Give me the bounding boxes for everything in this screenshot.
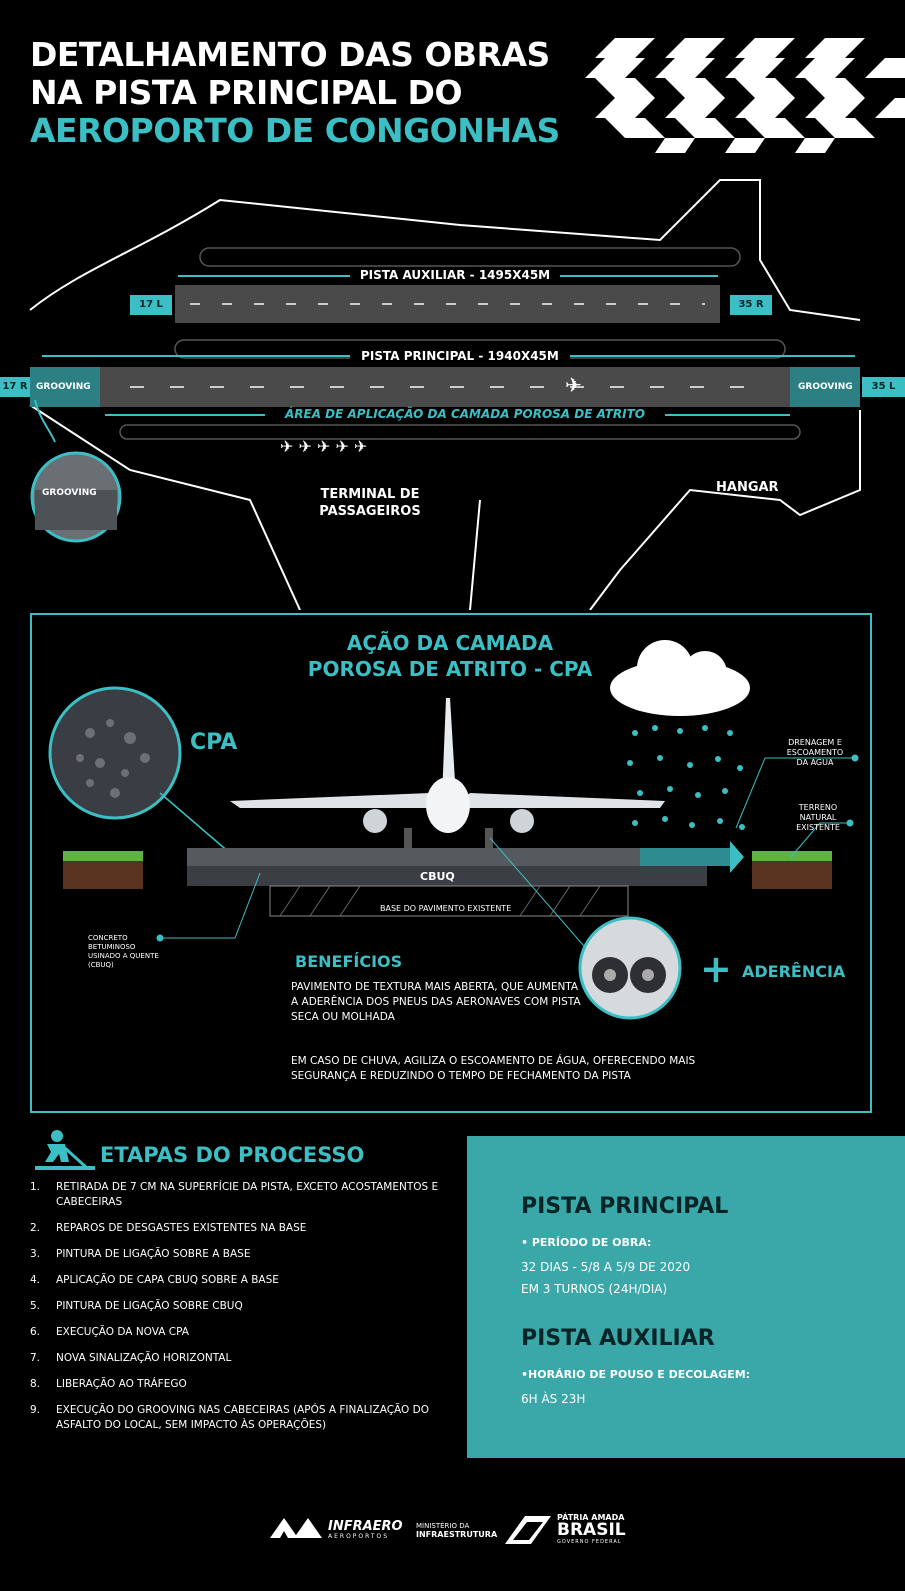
grooving-right-label: GROOVING [798, 382, 853, 392]
main-runway-line-1: 32 DIAS - 5/8 A 5/9 DE 2020 [521, 1260, 691, 1274]
main-right-tag: 35 L [862, 377, 905, 397]
title-line-1: DETALHAMENTO DAS OBRAS [30, 35, 550, 74]
process-step [30, 1221, 460, 1236]
process-step-number: 7. [30, 1352, 41, 1364]
process-step-number: 8. [30, 1378, 41, 1390]
process-step [30, 1403, 460, 1433]
porous-area-label: ÁREA DE APLICAÇÃO DA CAMADA POROSA DE ATRITO [265, 407, 665, 421]
process-step-text: RETIRADA DE 7 CM NA SUPERFÍCIE DA PISTA, EXCETO ACOSTAMENTOS E CABECEIRAS [56, 1181, 439, 1208]
cpa-illustration [30, 613, 872, 1113]
title-line-2: NA PISTA PRINCIPAL DO [30, 73, 463, 112]
aux-right-tag: 35 R [730, 295, 772, 315]
process-step-text: NOVA SINALIZAÇÃO HORIZONTAL [56, 1352, 232, 1364]
process-step [30, 1180, 460, 1210]
process-step-text: APLICAÇÃO DE CAPA CBUQ SOBRE A BASE [56, 1274, 279, 1286]
aux-runway-label: PISTA AUXILIAR - 1495X45M [350, 268, 560, 282]
airport-boundary-right [590, 410, 860, 610]
info-panel [467, 1136, 905, 1458]
svg-text:✈ ✈ ✈ ✈ ✈: ✈ ✈ ✈ ✈ ✈ [280, 437, 368, 456]
process-title: ETAPAS DO PROCESSO [100, 1143, 365, 1167]
process-step-number: 2. [30, 1222, 41, 1234]
process-step [30, 1273, 460, 1288]
benefit-2: EM CASO DE CHUVA, AGILIZA O ESCOAMENTO DE ÁGUA, OFERECENDO MAIS SEGURANÇA E REDUZINDO O TEMPO DE FECHAMENTO DA PISTA [291, 1055, 696, 1082]
cbuq-label: CBUQ [420, 870, 455, 883]
process-step-number: 6. [30, 1326, 41, 1338]
brasil-text: BRASIL [557, 1520, 626, 1540]
infraero-logo [270, 1518, 403, 1542]
main-runway-label: PISTA PRINCIPAL - 1940X45M [350, 349, 570, 363]
terminal-label: TERMINAL DE PASSAGEIROS [319, 487, 421, 519]
process-steps-list [30, 1180, 460, 1444]
process-step-text: PINTURA DE LIGAÇÃO SOBRE A BASE [56, 1248, 251, 1260]
benefit-1: PAVIMENTO DE TEXTURA MAIS ABERTA, QUE AUMENTA A ADERÊNCIA DOS PNEUS DAS AERONAVES COM PISTA SECA OU MOLHADA [291, 981, 581, 1023]
base-label: BASE DO PAVIMENTO EXISTENTE [380, 904, 512, 913]
governo-text: GOVERNO FEDERAL [557, 1539, 622, 1545]
main-left-tag: 17 R [0, 377, 30, 397]
ministerio-logo [416, 1522, 497, 1539]
terminal-divider [470, 500, 480, 610]
process-step-number: 5. [30, 1300, 41, 1312]
process-step [30, 1351, 460, 1366]
process-step-text: LIBERAÇÃO AO TRÁFEGO [56, 1378, 187, 1390]
process-step [30, 1247, 460, 1262]
aderencia-label: ADERÊNCIA [742, 962, 846, 981]
drainage-label: DRENAGEM E ESCOAMENTO DA ÁGUA [786, 738, 844, 767]
process-step-number: 1. [30, 1181, 41, 1193]
process-step-number: 9. [30, 1404, 41, 1416]
checker-pattern-decoration [575, 38, 905, 153]
aux-runway-title: PISTA AUXILIAR [521, 1326, 715, 1351]
cpa-texture-photo [50, 688, 180, 818]
airport-map [0, 170, 905, 610]
cpa-title-line-2: POROSA DE ATRITO - CPA [307, 657, 593, 681]
process-step [30, 1377, 460, 1392]
hangar-label: HANGAR [716, 480, 779, 495]
aux-runway-bullet: •HORÁRIO DE POUSO E DECOLAGEM: [521, 1368, 751, 1381]
parked-planes-icon [280, 437, 367, 456]
title-line-3: AEROPORTO DE CONGONHAS [30, 111, 560, 150]
cpa-label: CPA [190, 730, 238, 755]
ministerio-line-1: MINISTÉRIO DA [416, 1522, 470, 1530]
concrete-label: CONCRETO BETUMINOSO USINADO A QUENTE (CBUQ) [88, 934, 159, 969]
infraero-text: INFRAERO [328, 1519, 403, 1534]
plane-on-runway-icon: ✈ [565, 373, 582, 397]
brasil-flag-symbol-icon [505, 1514, 551, 1544]
rain-drops-icon [627, 725, 745, 830]
process-step [30, 1325, 460, 1340]
brasil-logo [505, 1513, 626, 1545]
process-step-text: EXECUÇÃO DA NOVA CPA [56, 1326, 189, 1338]
process-step-text: EXECUÇÃO DO GROOVING NAS CABECEIRAS (APÓS A FINALIZAÇÃO DO ASFALTO DO LOCAL, SEM IMPACTO ÀS OPERAÇÕES) [56, 1404, 429, 1431]
process-step-number: 3. [30, 1248, 41, 1260]
grooving-left-label: GROOVING [36, 382, 91, 392]
plus-icon: + [700, 947, 732, 991]
cloud-icon [610, 640, 750, 716]
cpa-layer [187, 848, 640, 866]
page-title [30, 36, 560, 150]
main-runway-bullet: • PERÍODO DE OBRA: [521, 1236, 652, 1249]
cpa-title-line-1: AÇÃO DA CAMADA [346, 631, 554, 655]
benefits-title: BENEFÍCIOS [295, 952, 403, 971]
worker-icon [35, 1128, 95, 1176]
process-step-text: REPAROS DE DESGASTES EXISTENTES NA BASE [56, 1222, 307, 1234]
ministerio-line-2: INFRAESTRUTURA [416, 1530, 498, 1539]
process-step-number: 4. [30, 1274, 41, 1286]
main-runway-line-2: EM 3 TURNOS (24H/DIA) [521, 1282, 668, 1296]
grooving-photo-label: GROOVING [42, 488, 97, 498]
patria-text: PÁTRIA AMADA [557, 1513, 625, 1522]
process-step [30, 1299, 460, 1314]
airplane-front-icon [230, 698, 665, 848]
aux-left-tag: 17 L [130, 295, 172, 315]
aux-runway-line-1: 6H ÀS 23H [521, 1392, 586, 1406]
process-step-text: PINTURA DE LIGAÇÃO SOBRE CBUQ [56, 1300, 243, 1312]
terrain-label: TERRENO NATURAL EXISTENTE [796, 803, 840, 832]
main-runway-title: PISTA PRINCIPAL [521, 1194, 729, 1219]
infraero-symbol-icon [270, 1518, 326, 1542]
infraero-sub: AEROPORTOS [328, 1533, 390, 1540]
